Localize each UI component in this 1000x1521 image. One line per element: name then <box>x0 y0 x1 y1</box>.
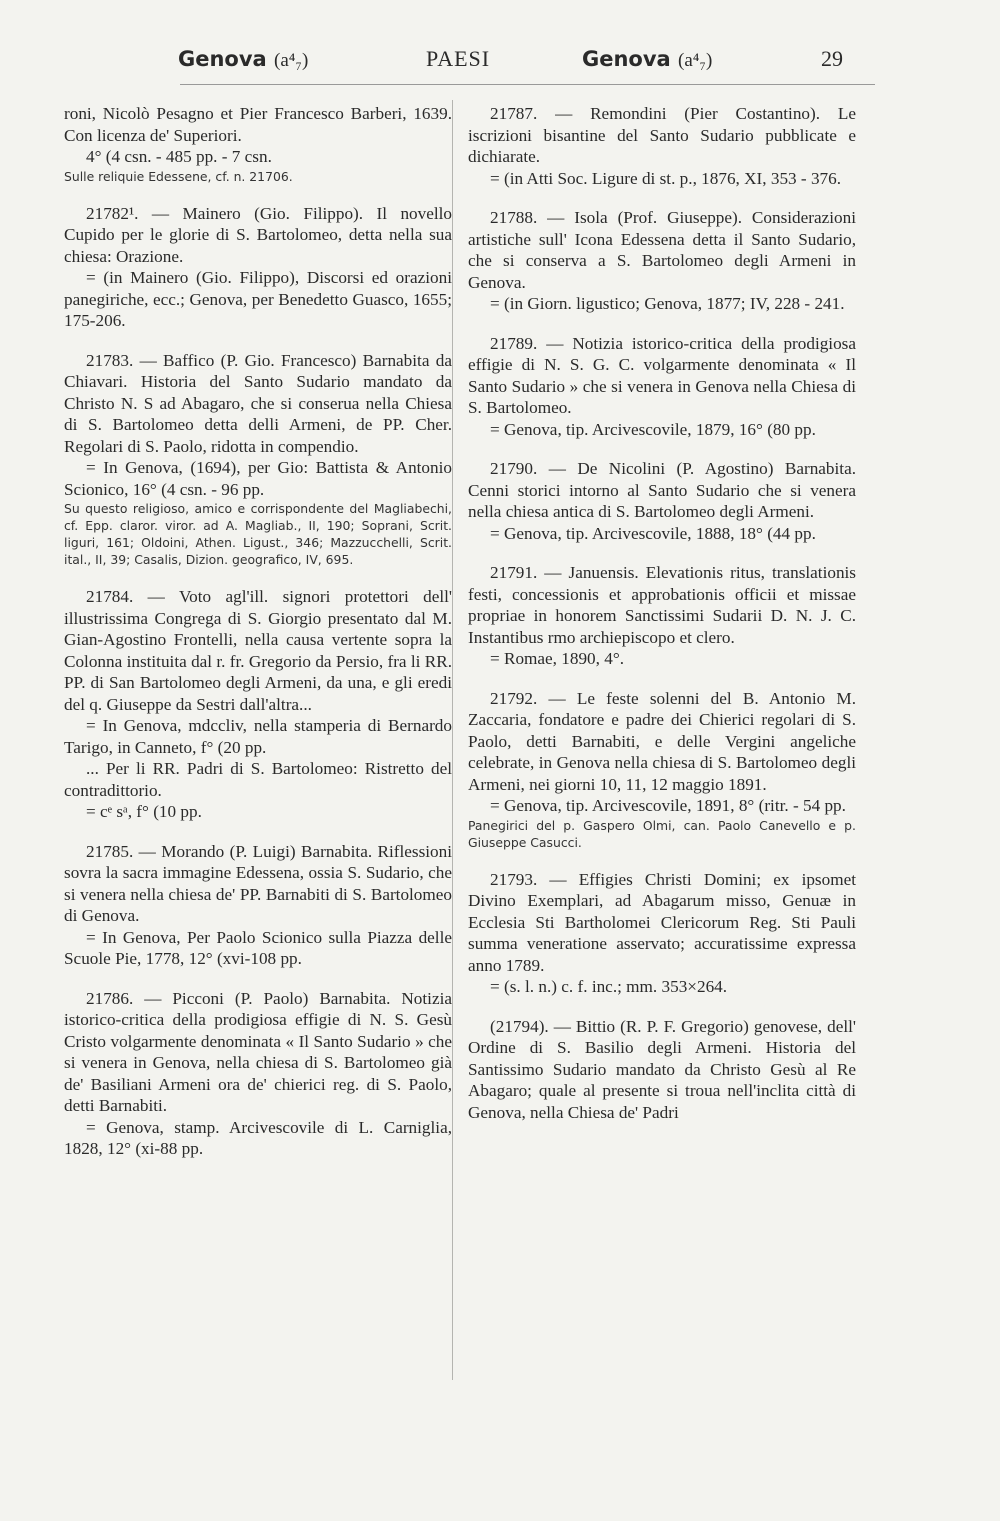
bibliography-entry <box>468 333 856 441</box>
bibliography-entry <box>64 103 452 185</box>
bibliography-entry <box>64 350 452 569</box>
entry-text: 21790. — De Nicolini (P. Agostino) Barnabita. Cenni storici intorno al Santo Sudario che si venera nella chiesa antica di S. Bartolomeo degli Armeni. <box>468 459 856 521</box>
page-number: 29 <box>821 46 843 71</box>
bibliography-entry <box>468 207 856 315</box>
bibliography-entry <box>64 203 452 332</box>
entry-text: (21794). — Bittio (R. P. F. Gregorio) genovese, dell' Ordine di S. Basilio degli Armeni. Historia del Santissimo Sudario mandato da Christo Gesù al Re Abagaro; quale al presente si troua nell'inclita città di Genova, nella Chiesa de' Padri <box>468 1016 856 1122</box>
header-section-title: PAESI <box>426 46 491 71</box>
running-header <box>178 44 868 84</box>
entry-text: 21787. — Remondini (Pier Costantino). Le iscrizioni bisantine del Santo Sudario pubblicate e dichiarate. <box>468 104 856 166</box>
entry-imprint: = (in Giorn. ligustico; Genova, 1877; IV, 228 - 241. <box>490 294 845 313</box>
entry-text: 21786. — Picconi (P. Paolo) Barnabita. Notizia istorico-critica della prodigiosa effigie di N. S. Gesù Cristo volgarmente denominata « Il Santo Sudario » che si venera in Genova, nella chiesa di S. Bartolomeo già de' Basiliani Armeni ora de' chierici reg. di S. Paolo, detti Barnabiti. <box>64 988 452 1115</box>
entry-imprint: = In Genova, (1694), per Gio: Battista & Antonio Scionico, 16° (4 csn. - 96 pp. <box>64 458 452 499</box>
header-right-place: Genova <box>582 47 671 71</box>
bibliography-entry <box>468 562 856 670</box>
entry-text: 21789. — Notizia istorico-critica della prodigiosa effigie di N. S. G. C. volgarmente denominata « Il Santo Sudario » che si venera in Genova nella Chiesa di S. Bartolomeo. <box>468 333 856 417</box>
entry-text: 21788. — Isola (Prof. Giuseppe). Considerazioni artistiche sull' Icona Edessena detta il Santo Sudario, che si conserva a S. Bartolomeo degli Armeni in Genova. <box>468 208 856 292</box>
right-column <box>468 103 856 1141</box>
entry-note: Su questo religioso, amico e corrispondente del Magliabechi, cf. Epp. claror. viror. ad A. Magliab., II, 190; Soprani, Scrit. liguri, 161; Oldoini, Athen. Ligust., 346; Mazzucchelli, Scrit. ital., II, 39; Casalis, Dizion. geografico, IV, 695. <box>64 501 452 567</box>
entry-text: 21792. — Le feste solenni del B. Antonio M. Zaccaria, fondatore e padre dei Chierici regolari di S. Paolo, detti Barnabiti, e delle Vergini angeliche celebrate, in Genova nella chiesa di S. Bartolomeo degli Armeni, nei giorni 10, 11, 12 maggio 1891. <box>468 688 856 794</box>
entry-note: Panegirici del p. Gaspero Olmi, can. Paolo Canevello e p. Giuseppe Casucci. <box>468 817 856 850</box>
entry-text: 21782¹. — Mainero (Gio. Filippo). Il novello Cupido per le glorie di S. Bartolomeo, detta nella sua chiesa: Orazione. <box>64 203 452 266</box>
entry-text: 21785. — Morando (P. Luigi) Barnabita. Riflessioni sovra la sacra immagine Edessena, ossia S. Sudario, che si venera nella chiesa de' PP. Barnabiti di S. Bartolomeo di Genova. <box>64 841 452 925</box>
entry-imprint: = In Genova, mdccliv, nella stamperia di Bernardo Tarigo, in Canneto, f° (20 pp. <box>64 716 452 757</box>
entry-imprint: = Genova, tip. Arcivescovile, 1879, 16° (80 pp. <box>490 419 816 439</box>
bibliography-entry <box>468 458 856 544</box>
header-right-code: (a⁴₇) <box>678 50 713 71</box>
bibliography-entry <box>64 841 452 970</box>
entry-text: roni, Nicolò Pesagno et Pier Francesco Barberi, 1639. Con licenza de' Superiori. <box>64 104 452 145</box>
entry-imprint: 4° (4 csn. - 485 pp. - 7 csn. <box>86 147 272 166</box>
entry-imprint: = (in Mainero (Gio. Filippo), Discorsi ed orazioni panegiriche, ecc.; Genova, per Benedetto Guasco, 1655; 175-206. <box>64 268 452 330</box>
entry-imprint: = In Genova, Per Paolo Scionico sulla Piazza delle Scuole Pie, 1778, 12° (xvi-108 pp. <box>64 927 452 968</box>
entry-imprint: = Genova, stamp. Arcivescovile di L. Carniglia, 1828, 12° (xi-88 pp. <box>64 1117 452 1158</box>
header-left-place: Genova <box>178 47 267 71</box>
bibliography-entry <box>468 688 856 851</box>
header-right <box>582 44 712 76</box>
entry-text: 21783. — Baffico (P. Gio. Francesco) Barnabita da Chiavari. Historia del Santo Sudario mandato da Christo N. S ad Abagaro, che si conserua nella Chiesa di S. Bartolomeo detta delli Armeni, de PP. Cher. Regolari di S. Paolo, ridotta in compendio. <box>64 350 452 456</box>
bibliography-entry <box>468 1016 856 1124</box>
entry-imprint: ... Per li RR. Padri di S. Bartolomeo: Ristretto del contradittorio. <box>64 759 452 800</box>
bibliography-entry <box>468 103 856 189</box>
column-divider <box>452 100 453 1380</box>
bibliography-entry <box>64 586 452 823</box>
header-left <box>178 44 308 76</box>
entry-imprint: = (s. l. n.) c. f. inc.; mm. 353×264. <box>490 977 728 996</box>
entry-imprint: = Genova, tip. Arcivescovile, 1891, 8° (ritr. - 54 pp. <box>490 796 846 815</box>
entry-note: Sulle reliquie Edessene, cf. n. 21706. <box>64 168 293 184</box>
entry-imprint: = cᵉ sᵃ, f° (10 pp. <box>86 802 202 821</box>
entry-imprint: = (in Atti Soc. Ligure di st. p., 1876, XI, 353 - 376. <box>490 168 842 188</box>
entry-imprint: = Genova, tip. Arcivescovile, 1888, 18° (44 pp. <box>490 523 816 543</box>
header-left-code: (a⁴₇) <box>274 50 309 71</box>
bibliography-entry <box>64 988 452 1160</box>
bibliography-entry <box>468 869 856 998</box>
entry-text: 21784. — Voto agl'ill. signori protettori dell' illustrissima Congrega di S. Giorgio presentato dal M. Gian-Agostino Frontelli, nella causa vertente sopra la Colonna instituita dal r. fr. Gregorio da Persio, fra li RR. PP. di San Bartolomeo degli Armeni, da una, e gli eredi del q. Giuseppe da Sestri dall'altra... <box>64 587 452 714</box>
left-column <box>64 103 452 1178</box>
entry-text: 21791. — Januensis. Elevationis ritus, translationis festi, concessionis et approbationis officii et missae propriae in honorem Sanctissimi Sudarii D. N. J. C. Instantibus rmo archiepiscopo et clero. <box>468 563 856 647</box>
header-rule <box>180 84 875 85</box>
entry-text: 21793. — Effigies Christi Domini; ex ipsomet Divino Exemplari, ad Abagarum misso, Genuæ in Ecclesia Sti Bartholomei Clericorum Reg. Sti Pauli summa veneratione asservato; accuratissime expressa anno 1789. <box>468 869 856 975</box>
entry-imprint: = Romae, 1890, 4°. <box>490 649 625 668</box>
